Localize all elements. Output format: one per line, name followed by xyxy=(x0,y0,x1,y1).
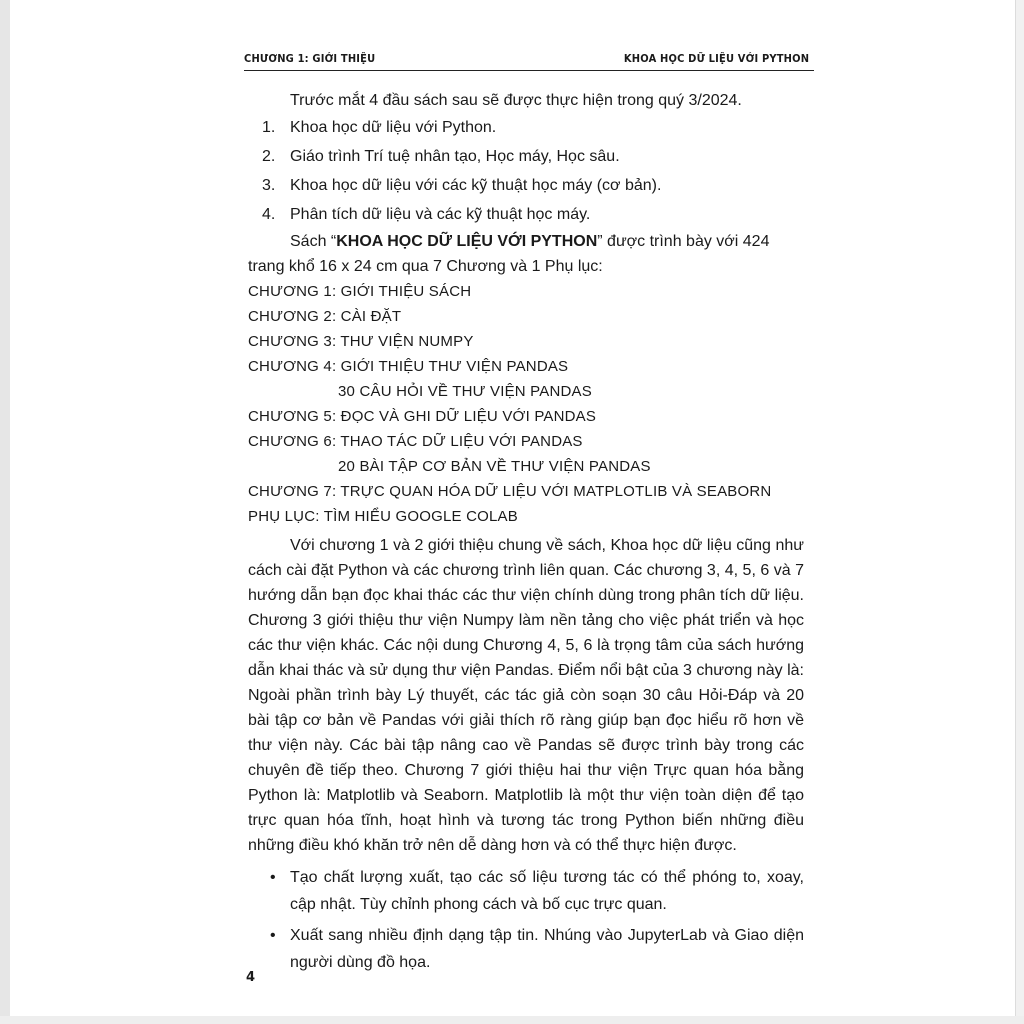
book-list-item xyxy=(248,142,804,171)
book-description-line-2: trang khổ 16 x 24 cm qua 7 Chương và 1 Phụ lục: xyxy=(248,258,603,275)
header-chapter: CHƯƠNG 1: GIỚI THIỆU xyxy=(244,52,376,65)
feature-text: Xuất sang nhiều định dạng tập tin. Nhúng vào JupyterLab và Giao diện người dùng đồ họa. xyxy=(290,927,804,971)
feature-list-item xyxy=(248,922,804,976)
book-list-number: 4. xyxy=(262,206,276,223)
body-paragraph: Với chương 1 và 2 giới thiệu chung về sách, Khoa học dữ liệu cũng như cách cài đặt Python và các chương trình liên quan. Các chương 3, 4, 5, 6 và 7 hướng dẫn bạn đọc khai thác các thư viện chính dùng trong phân tích dữ liệu. Chương 3 giới thiệu thư viện Numpy làm nền tảng cho việc phát triển và học các thư viện khác. Các nội dung Chương 4, 5, 6 là trọng tâm của sách hướng dẫn khai thác và sử dụng thư viện Pandas. Điểm nổi bật của 3 chương này là: Ngoài phần trình bày Lý thuyết, các tác giả còn soạn 30 câu Hỏi-Đáp và 20 bài tập cơ bản về Pandas với giải thích rõ ràng giúp bạn đọc hiểu rõ hơn về thư viện này. Các bài tập nâng cao về Pandas sẽ được trình bày trong các chuyên đề tiếp theo. Chương 7 giới thiệu hai thư viện Trực quan hóa bằng Python là: Matplotlib và Seaborn. Matplotlib là một thư viện toàn diện để tạo trực quan hóa tĩnh, hoạt hình và tương tác trong Python biến những điều những điều khó khăn trở nên dễ dàng hơn và có thể thực hiện được. xyxy=(248,537,804,854)
scan-edge-right xyxy=(1015,0,1024,1024)
toc-entry: CHƯƠNG 1: GIỚI THIỆU SÁCH xyxy=(248,283,472,300)
book-list-item xyxy=(248,200,804,229)
book-list-number: 3. xyxy=(262,177,276,194)
toc-subentry: 20 BÀI TẬP CƠ BẢN VỀ THƯ VIỆN PANDAS xyxy=(338,458,651,475)
toc-entry: CHƯƠNG 4: GIỚI THIỆU THƯ VIỆN PANDAS xyxy=(248,358,569,375)
toc-entry: CHƯƠNG 5: ĐỌC VÀ GHI DỮ LIỆU VỚI PANDAS xyxy=(248,408,597,425)
book-list-item xyxy=(248,171,804,200)
page-body xyxy=(248,88,804,980)
toc-entry: PHỤ LỤC: TÌM HIỂU GOOGLE COLAB xyxy=(248,508,518,525)
bullet-icon: • xyxy=(270,927,276,944)
header-rule xyxy=(244,70,814,71)
feature-list-item xyxy=(248,864,804,918)
toc-entry: CHƯƠNG 7: TRỰC QUAN HÓA DỮ LIỆU VỚI MATPLOTLIB VÀ SEABORN xyxy=(248,483,772,500)
book-list xyxy=(248,113,804,229)
scan-edge-left xyxy=(0,0,10,1024)
running-header xyxy=(244,50,810,68)
toc-subentry: 30 CÂU HỎI VỀ THƯ VIỆN PANDAS xyxy=(338,383,592,400)
book-list-text: Khoa học dữ liệu với các kỹ thuật học máy (cơ bản). xyxy=(290,177,662,194)
bullet-icon: • xyxy=(270,869,276,886)
page-number: 4 xyxy=(246,970,256,985)
book-desc-title: KHOA HỌC DỮ LIỆU VỚI PYTHON xyxy=(336,233,598,250)
toc-entry: CHƯƠNG 6: THAO TÁC DỮ LIỆU VỚI PANDAS xyxy=(248,433,583,450)
book-list-number: 2. xyxy=(262,148,276,165)
feature-text: Tạo chất lượng xuất, tạo các số liệu tương tác có thể phóng to, xoay, cập nhật. Tùy chỉnh phong cách và bố cục trực quan. xyxy=(290,869,804,913)
feature-list xyxy=(248,864,804,976)
book-list-text: Khoa học dữ liệu với Python. xyxy=(290,119,497,136)
book-list-text: Phân tích dữ liệu và các kỹ thuật học máy. xyxy=(290,206,591,223)
book-list-item xyxy=(248,113,804,142)
toc-entry: CHƯƠNG 2: CÀI ĐẶT xyxy=(248,308,402,325)
book-list-text: Giáo trình Trí tuệ nhân tạo, Học máy, Học sâu. xyxy=(290,148,620,165)
toc-entry: CHƯƠNG 3: THƯ VIỆN NUMPY xyxy=(248,333,474,350)
book-list-number: 1. xyxy=(262,119,276,136)
book-desc-post: ” được trình bày với 424 xyxy=(597,233,770,250)
header-book-title: KHOA HỌC DỮ LIỆU VỚI PYTHON xyxy=(623,52,810,65)
book-page xyxy=(234,0,834,1024)
book-description-line-1 xyxy=(248,229,804,254)
book-desc-pre: Sách “ xyxy=(290,233,337,250)
intro-line: Trước mắt 4 đầu sách sau sẽ được thực hiện trong quý 3/2024. xyxy=(290,92,742,109)
table-of-contents xyxy=(248,279,804,529)
